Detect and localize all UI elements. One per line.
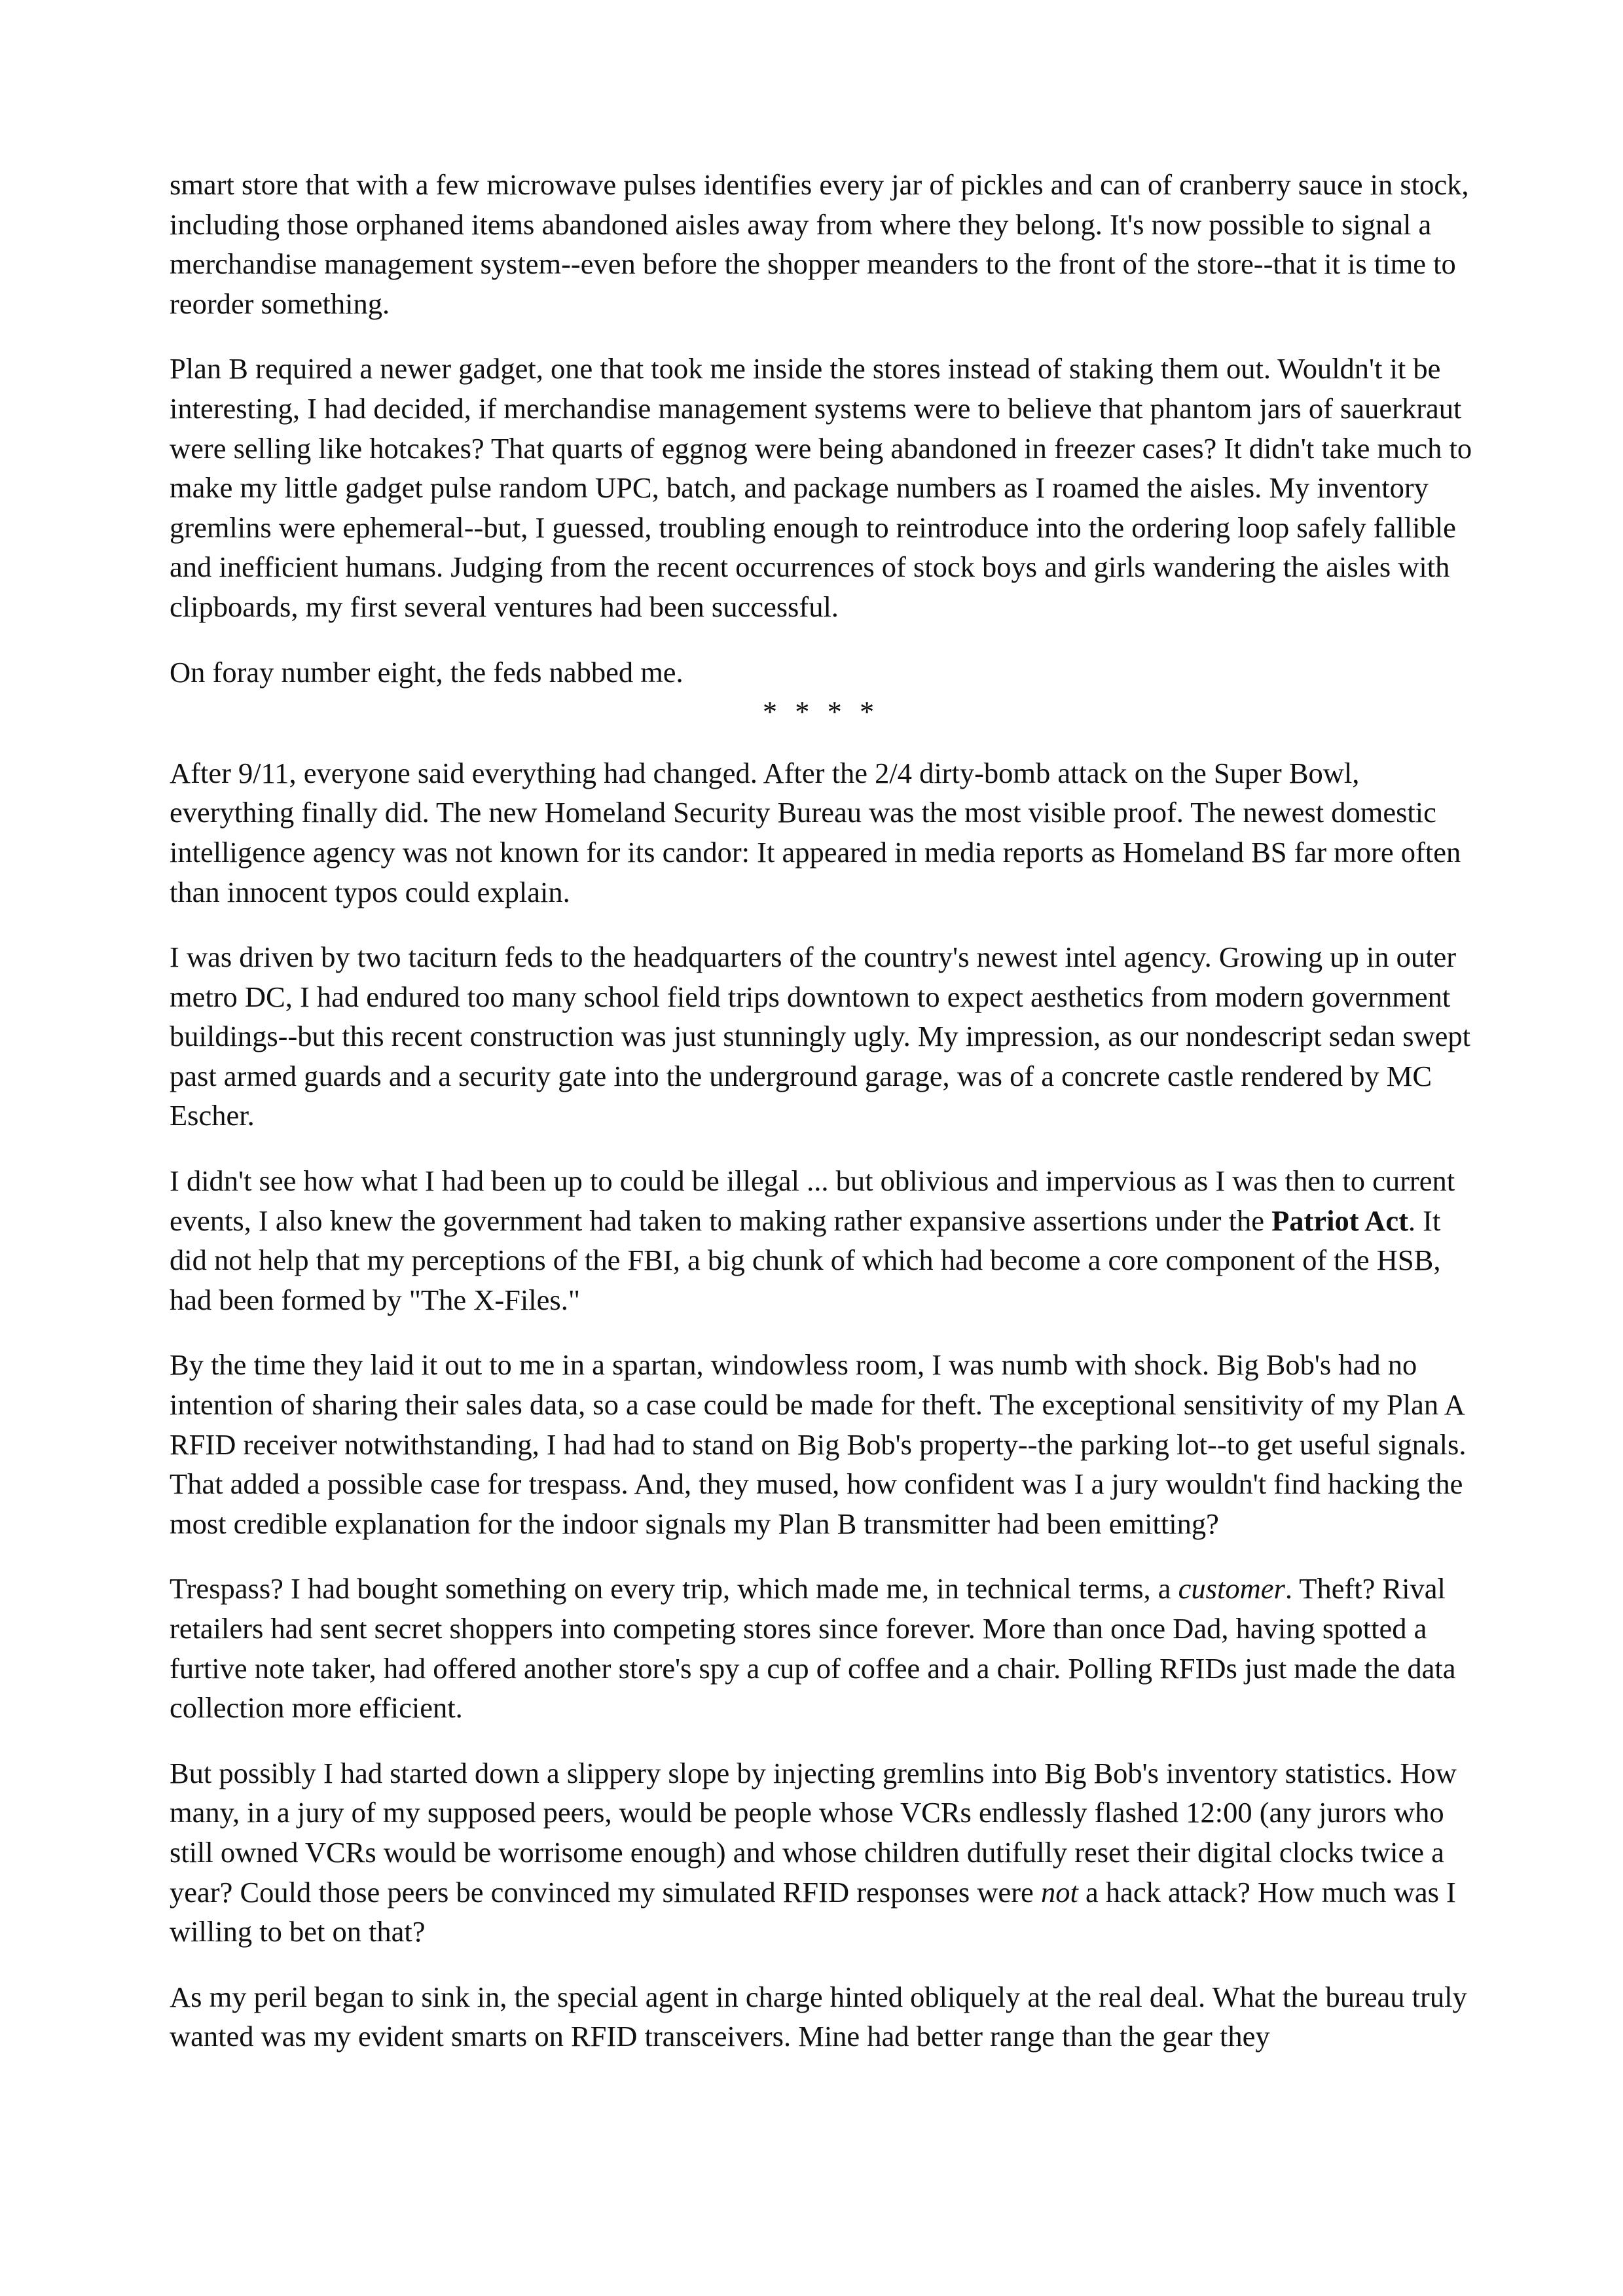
paragraph (170, 753, 1472, 912)
paragraph (170, 653, 1472, 692)
document-page (170, 165, 1472, 2082)
paragraph-text: Trespass? I had bought something on every trip, which made me, in technical terms, a (170, 1572, 1178, 1605)
bold-term: Patriot Act (1271, 1204, 1408, 1237)
italic-term: not (1040, 1875, 1078, 1909)
paragraph-text: a hack attack? How much was I willing to bet on that? (170, 1875, 1456, 1948)
paragraph (170, 349, 1472, 626)
paragraph-text: Plan B required a newer gadget, one that took me inside the stores instead of staking them out. Wouldn't it be interesting, I had decided, if merchandise management systems were to believe that phantom jars of sauerkraut were selling like hotcakes? That quarts of eggnog were being abandoned in freezer cases? It didn't take much to make my little gadget pulse random UPC, batch, and package numbers as I roamed the aisles. My inventory gremlins were ephemeral--but, I guessed, troubling enough to reintroduce into the ordering loop safely fallible and inefficient humans. Judging from the recent occurrences of stock boys and girls wandering the aisles with clipboards, my first several ventures had been successful. (170, 352, 1472, 623)
scene-break: * * * * (762, 695, 880, 728)
paragraph-text: On foray number eight, the feds nabbed me. (170, 655, 684, 689)
paragraph-text: By the time they laid it out to me in a spartan, windowless room, I was numb with shock. Big Bob's had no intention of sharing their sales data, so a case could be made for theft. The exceptional sensitivity of my Plan A RFID receiver notwithstanding, I had had to stand on Big Bob's property--the parking lot--to get useful signals. That added a possible case for trespass. And, they mused, how confident was I a jury wouldn't find hacking the most credible explanation for the indoor signals my Plan B transmitter had been emitting? (170, 1348, 1467, 1540)
paragraph-text: As my peril began to sink in, the special agent in charge hinted obliquely at the real deal. What the bureau truly wanted was my evident smarts on RFID transceivers. Mine had better range than the gear they (170, 1980, 1467, 2053)
paragraph (170, 1345, 1472, 1543)
paragraph-text: . It did not help that my perceptions of the FBI, a big chunk of which had become a core component of the HSB, had been formed by "The X-Files." (170, 1204, 1441, 1316)
paragraph (170, 1753, 1472, 1952)
paragraph-text: But possibly I had started down a slippery slope by injecting gremlins into Big Bob's inventory statistics. How many, in a jury of my supposed peers, would be people whose VCRs endlessly flashed 12:00 (any jurors who still owned VCRs would be worrisome enough) and whose children dutifully reset their digital clocks twice a year? Could those peers be convinced my simulated RFID responses were (170, 1756, 1457, 1909)
paragraph (170, 1569, 1472, 1727)
paragraph-text: . Theft? Rival retailers had sent secret shoppers into competing stores since forever. More than once Dad, having spotted a furtive note taker, had offered another store's spy a cup of coffee and a chair. Polling RFIDs just made the data collection more efficient. (170, 1572, 1456, 1725)
paragraph-text: After 9/11, everyone said everything had changed. After the 2/4 dirty-bomb attack on the Super Bowl, everything finally did. The new Homeland Security Bureau was the most visible proof. The newest domestic intelligence agency was not known for its candor: It appeared in media reports as Homeland BS far more often than innocent typos could explain. (170, 756, 1461, 908)
paragraph-text: smart store that with a few microwave pulses identifies every jar of pickles and can of cranberry sauce in stock, including those orphaned items abandoned aisles away from where they belong. It's now possible to signal a merchandise management system--even before the shopper meanders to the front of the store--that it is time to reorder something. (170, 168, 1469, 320)
paragraph-text: I didn't see how what I had been up to could be illegal ... but oblivious and impervious as I was then to current events, I also knew the government had taken to making rather expansive assertions under the (170, 1164, 1455, 1237)
paragraph (170, 165, 1472, 323)
italic-term: customer (1178, 1572, 1285, 1605)
paragraph-text: I was driven by two taciturn feds to the headquarters of the country's newest intel agency. Growing up in outer metro DC, I had endured too many school field trips downtown to expect aesthetics from modern government buildings--but this recent construction was just stunningly ugly. My impression, as our nondescript sedan swept past armed guards and a security gate into the underground garage, was of a concrete castle rendered by MC Escher. (170, 941, 1471, 1132)
paragraph (170, 937, 1472, 1136)
paragraph (170, 1977, 1472, 2056)
paragraph (170, 1161, 1472, 1319)
